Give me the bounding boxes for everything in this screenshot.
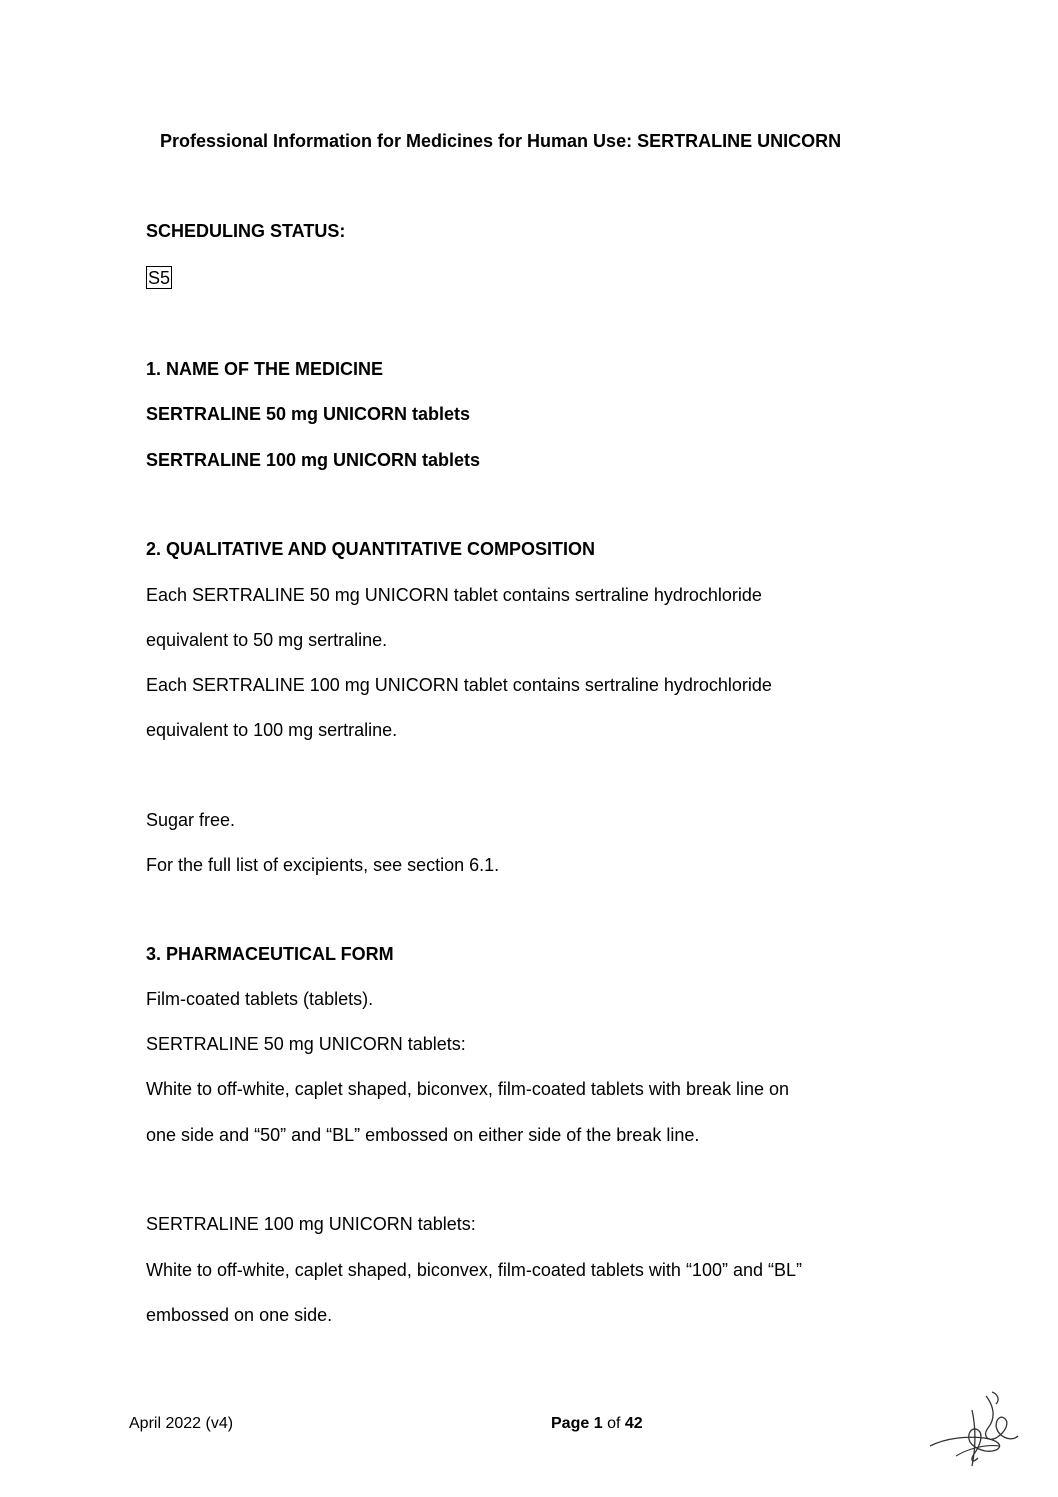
section-2-line: equivalent to 100 mg sertraline. [146,720,398,740]
section-3-line: SERTRALINE 50 mg UNICORN tablets: [146,1034,466,1054]
section-3-line: Film-coated tablets (tablets). [146,989,374,1009]
footer-page-indicator [551,1416,643,1432]
scheduling-status-value: S5 [148,268,171,288]
scheduling-status-heading: SCHEDULING STATUS: [146,221,346,241]
page-of: of [607,1415,621,1432]
section-1-line: SERTRALINE 100 mg UNICORN tablets [146,450,481,470]
section-2-line: Each SERTRALINE 100 mg UNICORN tablet contains sertraline hydrochloride [146,675,772,695]
section-3-line: White to off-white, caplet shaped, biconvex, film-coated tablets with “100” and “BL” [146,1260,802,1280]
section-2-line: Sugar free. [146,810,236,830]
footer-date: April 2022 (v4) [129,1415,234,1432]
page-prefix: Page [551,1415,590,1432]
section-1-line: SERTRALINE 50 mg UNICORN tablets [146,404,471,424]
section-2-line: equivalent to 50 mg sertraline. [146,630,388,650]
page-total: 42 [624,1415,643,1432]
section-1-heading: 1. NAME OF THE MEDICINE [146,359,384,379]
section-2-heading: 2. QUALITATIVE AND QUANTITATIVE COMPOSITION [146,539,595,559]
section-3-line: embossed on one side. [146,1305,333,1325]
signature-icon [926,1388,1022,1472]
page-number: 1 [593,1415,603,1432]
section-2-line: For the full list of excipients, see section 6.1. [146,855,500,875]
section-3-line: one side and “50” and “BL” embossed on either side of the break line. [146,1125,700,1145]
section-3-heading: 3. PHARMACEUTICAL FORM [146,944,394,964]
document-title: Professional Information for Medicines for Human Use: SERTRALINE UNICORN [160,131,842,151]
section-3-line: SERTRALINE 100 mg UNICORN tablets: [146,1214,476,1234]
section-3-line: White to off-white, caplet shaped, biconvex, film-coated tablets with break line on [146,1079,790,1099]
section-2-line: Each SERTRALINE 50 mg UNICORN tablet contains sertraline hydrochloride [146,585,762,605]
